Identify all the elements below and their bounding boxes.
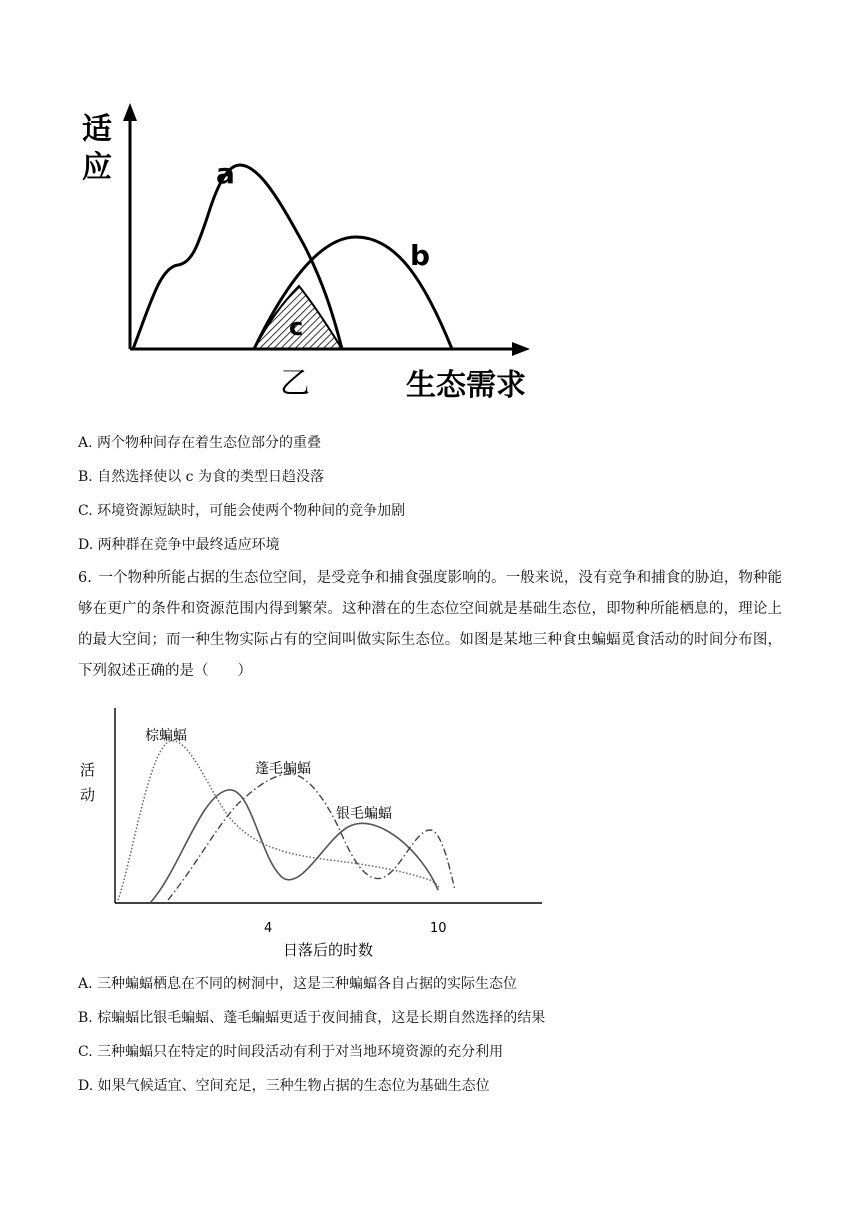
- q6-option-c: C. 三种蝙蝠只在特定的时间段活动有利于对当地环境资源的充分利用: [78, 1044, 504, 1060]
- x-tick-10: 10: [430, 921, 447, 936]
- q5-option-c: C. 环境资源短缺时，可能会使两个物种间的竞争加剧: [78, 503, 406, 519]
- series-hoary-bat-curve: [168, 774, 455, 900]
- bat-activity-figure: [70, 700, 550, 965]
- q5-option-a: A. 两个物种间存在着生态位部分的重叠: [78, 435, 322, 451]
- y-axis-label-2: 动: [80, 786, 96, 804]
- niche-overlap-figure: [60, 95, 560, 410]
- q6-option-b: B. 棕蝙蝠比银毛蝙蝠、蓬毛蝙蝠更适于夜间捕食，这是长期自然选择的结果: [78, 1010, 546, 1026]
- y-axis-label: 适: [82, 112, 112, 147]
- curve-a-label: a: [216, 157, 235, 190]
- question-6-stem: 6. 一个物种所能占据的生态位空间，是受竞争和捕食强度影响的。一般来说，没有竞争和捕食的胁迫，物种能够在更广的条件和资源范围内得到繁荣。这种潜在的生态位空间就是基础生态位，即物种所能栖息的，理论上的最大空间；而一种生物实际占有的空间叫做实际生态位。如图是某地三种食虫蝙蝠觅食活动的时间分布图，下列叙述正确的是（ ）: [78, 570, 782, 679]
- y-axis-label-2: 应: [82, 150, 112, 185]
- q6-option-d: D. 如果气候适宜、空间充足，三种生物占据的生态位为基础生态位: [78, 1078, 490, 1094]
- q6-option-a: A. 三种蝙蝠栖息在不同的树洞中，这是三种蝙蝠各自占据的实际生态位: [78, 976, 518, 992]
- series-silver-bat-curve: [150, 790, 438, 903]
- x-tick-4: 4: [264, 921, 273, 936]
- y-axis-arrow: [123, 103, 137, 121]
- series-brown-bat-label: 棕蝙蝠: [145, 728, 187, 744]
- series-silver-bat-label: 银毛蝙蝠: [336, 806, 392, 822]
- x-axis-label: 日落后的时数: [283, 941, 374, 959]
- curve-b-label: b: [410, 239, 431, 272]
- figure-caption: 乙: [280, 366, 310, 401]
- x-axis-arrow: [512, 342, 530, 356]
- q5-option-d: D. 两种群在竞争中最终适应环境: [78, 537, 280, 553]
- series-hoary-bat-label: 蓬毛蝙蝠: [255, 761, 311, 777]
- q5-option-b: B. 自然选择使以 c 为食的类型日趋没落: [78, 469, 324, 485]
- overlap-c-label: c: [289, 313, 304, 341]
- x-axis-label: 生态需求: [406, 368, 526, 403]
- y-axis-label-1: 活: [80, 761, 96, 779]
